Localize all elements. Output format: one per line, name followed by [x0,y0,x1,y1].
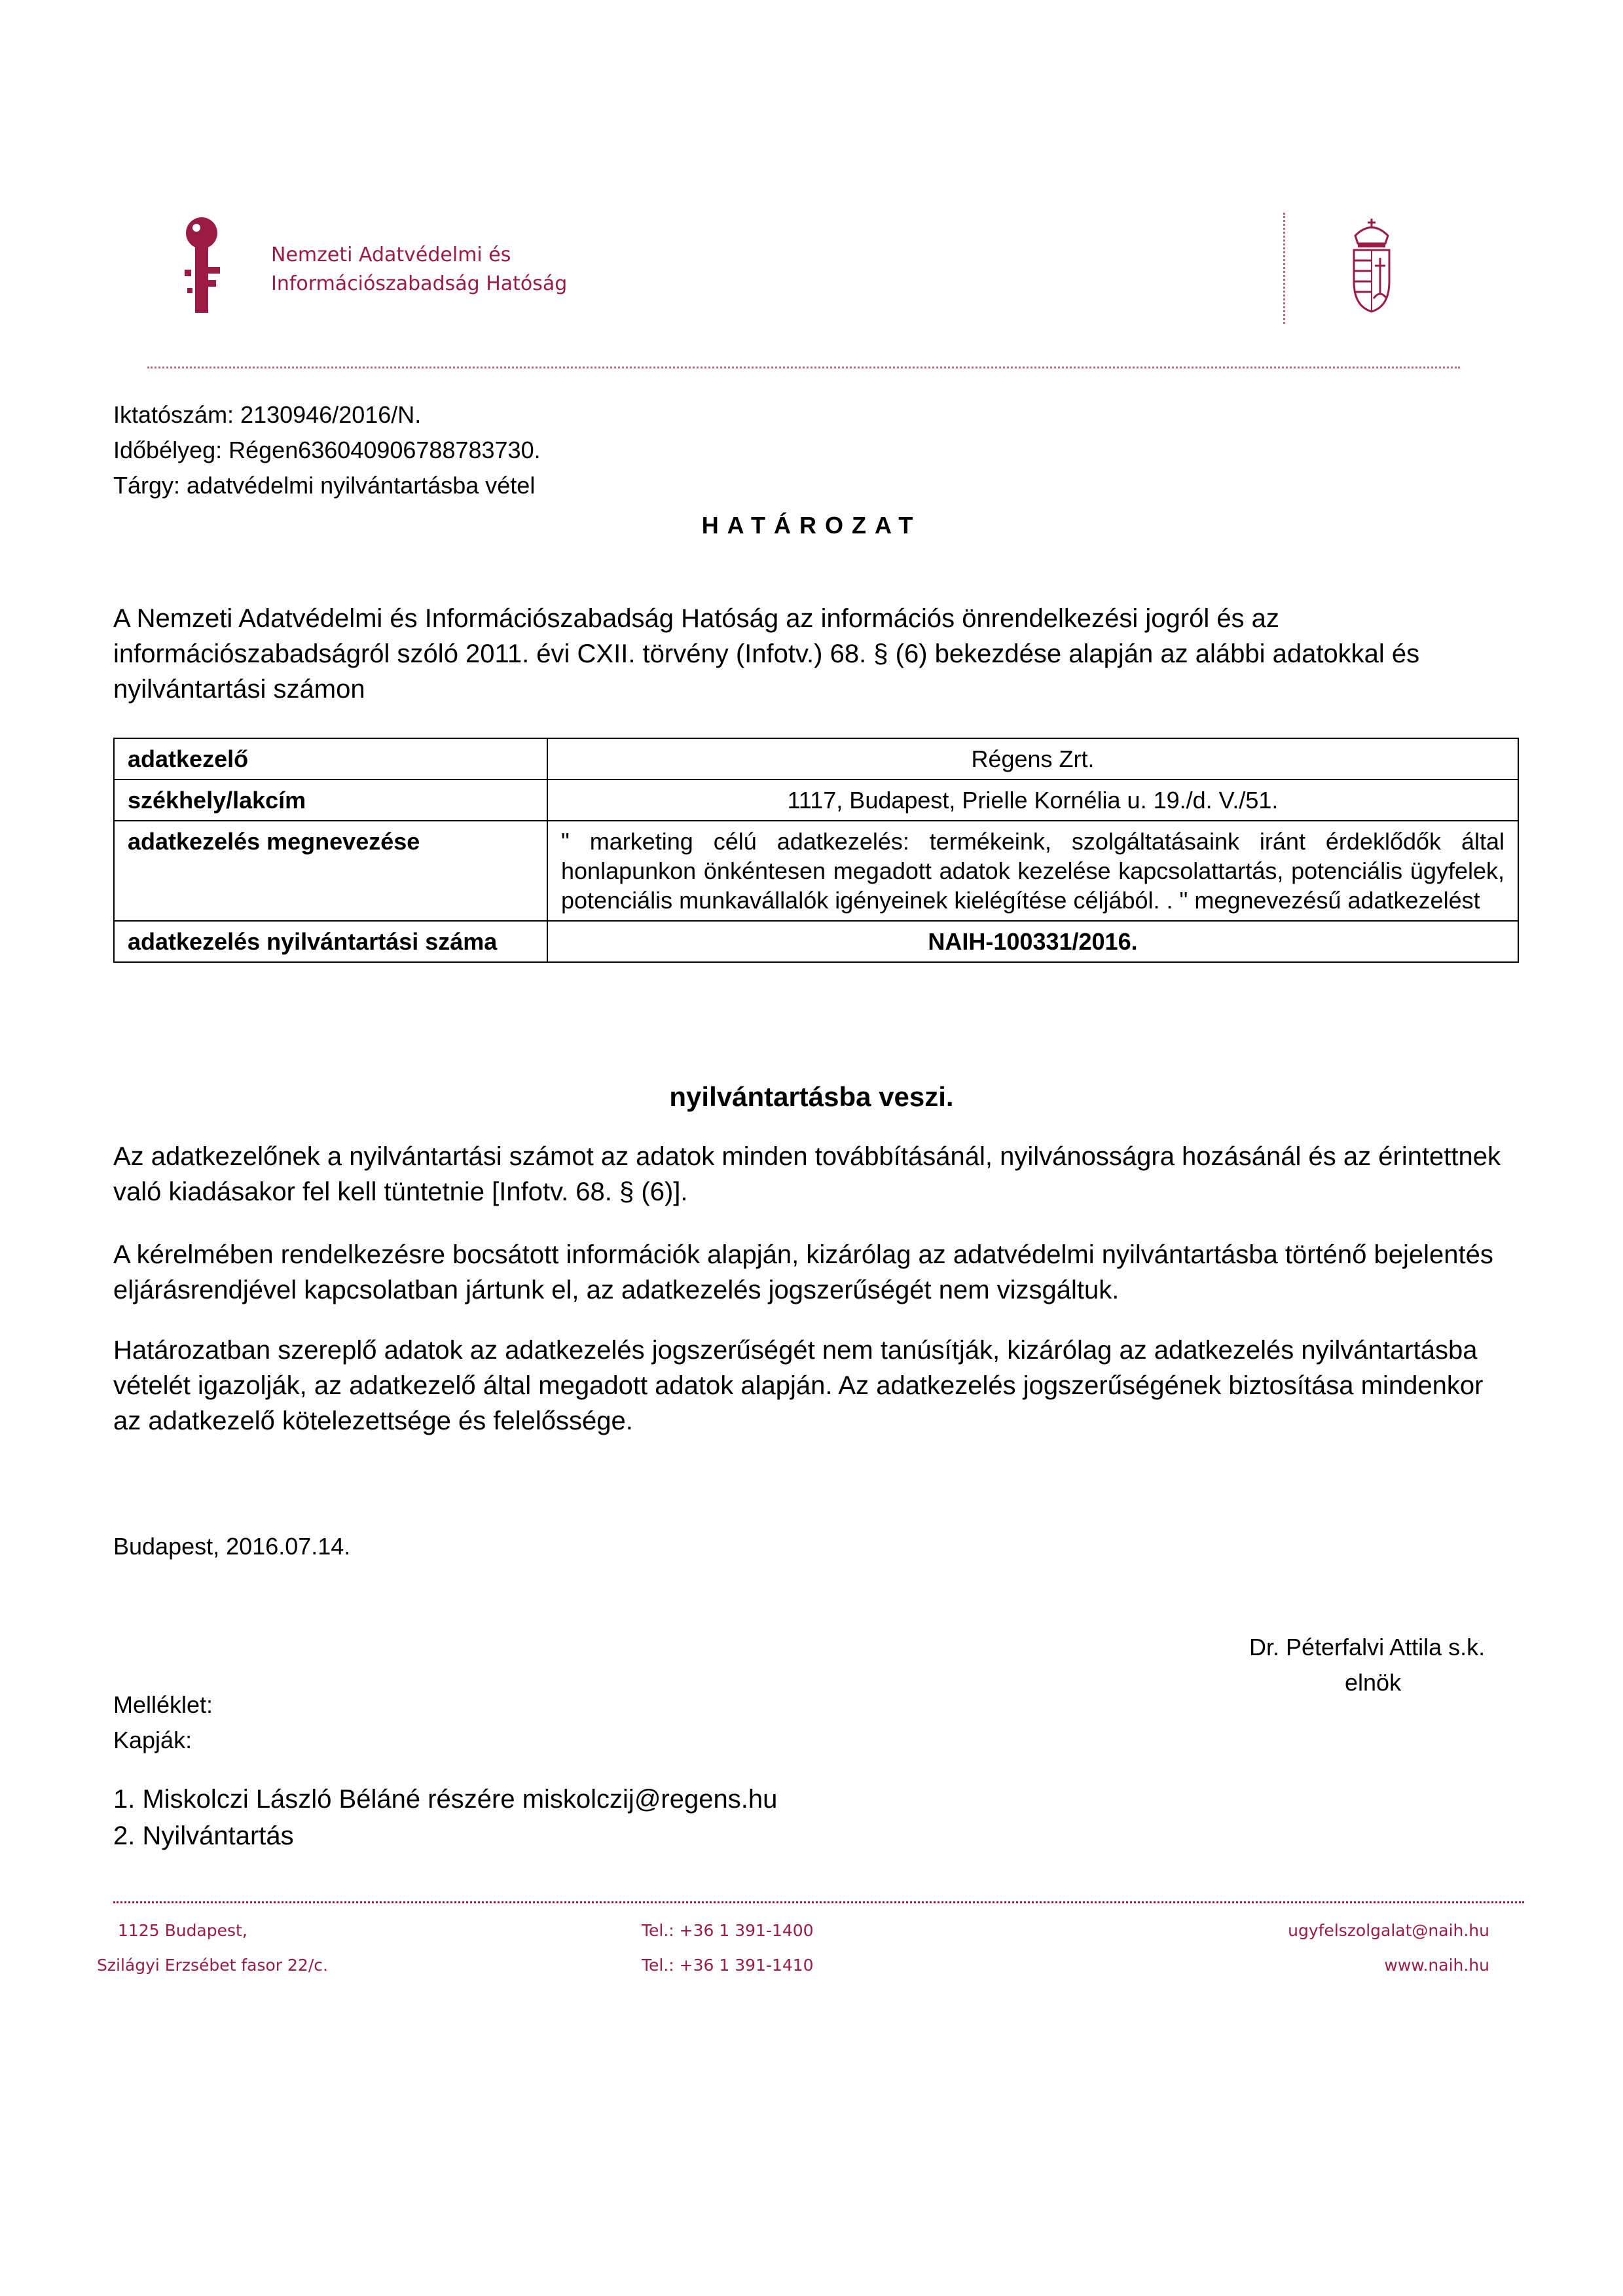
organization-name-line1: Nemzeti Adatvédelmi és [271,243,511,266]
body-paragraph: Határozatban szereplő adatok az adatkezelés jogszerűségét nem tanúsítják, kizárólag az adatkezelés nyilvántartásba vételét igazolják, az adatkezelő által megadott adatok alapján. Az adatkezelés jogszerűségének biztosítása mindenkor az adatkezelő kötelezettsége és felelőssége. [113,1336,1484,1435]
footer-phone-2: Tel.: +36 1 391-1410 [642,1956,814,1975]
reference-number: Iktatószám: 2130946/2016/N. [113,401,422,428]
key-logo-icon [182,216,229,314]
row-label: székhely/lakcím [114,780,547,821]
table-row [114,780,1518,821]
recipient-item: 2. Nyilvántartás [113,1821,294,1850]
row-label: adatkezelés nyilvántartási száma [114,921,547,962]
body-paragraph: A kérelmében rendelkezésre bocsátott információk alapján, kizárólag az adatvédelmi nyilvántartásba történő bejelentés eljárásrendjével kapcsolatban jártunk el, az adatkezelés jogszerűségét nem vizsgáltuk. [113,1240,1493,1304]
place-and-date: Budapest, 2016.07.14. [113,1533,351,1560]
document-title: HATÁROZAT [701,512,922,539]
intro-paragraph: A Nemzeti Adatvédelmi és Információszabadság Hatóság az információs önrendelkezési jogról és az információszabadságról szóló 2011. évi CXII. törvény (Infotv.) 68. § (6) bekezdése alapján az alábbi adatokkal és nyilvántartási számon [113,604,1420,704]
header-separator [1283,213,1285,324]
organization-name-line2: Információszabadság Hatóság [271,272,568,295]
row-label: adatkezelő [114,738,547,780]
row-label: adatkezelés megnevezése [114,821,547,921]
body-paragraph: Az adatkezelőnek a nyilvántartási számot az adatok minden továbbításánál, nyilvánosságra hozásánál és az érintettnek való kiadásakor fel kell tüntetnie [Infotv. 68. § (6)]. [113,1142,1501,1206]
row-value: NAIH-100331/2016. [547,921,1518,962]
footer-address-line2: Szilágyi Erzsébet fasor 22/c. [97,1956,328,1975]
footer-divider [113,1901,1524,1903]
signer-title: elnök [1345,1669,1402,1696]
organization-name [271,241,567,298]
verdict: nyilvántartásba veszi. [669,1081,954,1112]
record-table [113,738,1519,963]
footer-address-line1: 1125 Budapest, [118,1921,247,1940]
footer-phone-1: Tel.: +36 1 391-1400 [642,1921,814,1940]
table-row [114,921,1518,962]
attachment-label: Melléklet: [113,1691,213,1718]
recipients-label: Kapják: [113,1727,192,1753]
recipient-item: 1. Miskolczi László Béláné részére miskolczij@regens.hu [113,1785,778,1814]
row-value: " marketing célú adatkezelés: termékeink, szolgáltatásaink iránt érdeklődők által honlapunkon önkéntesen megadott adatok kezelése kapcsolattartás, potenciális ügyfelek, potenciális munkavállalók igényeinek kielégítése céljából. . " megnevezésű adatkezelést [547,821,1518,921]
coat-of-arms-icon [1349,216,1395,314]
footer-website-link[interactable]: www.naih.hu [1384,1956,1489,1975]
table-row [114,738,1518,780]
footer-email-link[interactable]: ugyfelszolgalat@naih.hu [1288,1921,1489,1940]
header-divider [147,367,1460,368]
row-value: 1117, Budapest, Prielle Kornélia u. 19./d. V./51. [547,780,1518,821]
table-row [114,821,1518,921]
subject: Tárgy: adatvédelmi nyilvántartásba vétel [113,472,536,499]
signer-name: Dr. Péterfalvi Attila s.k. [1249,1634,1486,1660]
timestamp: Időbélyeg: Régen636040906788783730. [113,437,541,463]
row-value: Régens Zrt. [547,738,1518,780]
